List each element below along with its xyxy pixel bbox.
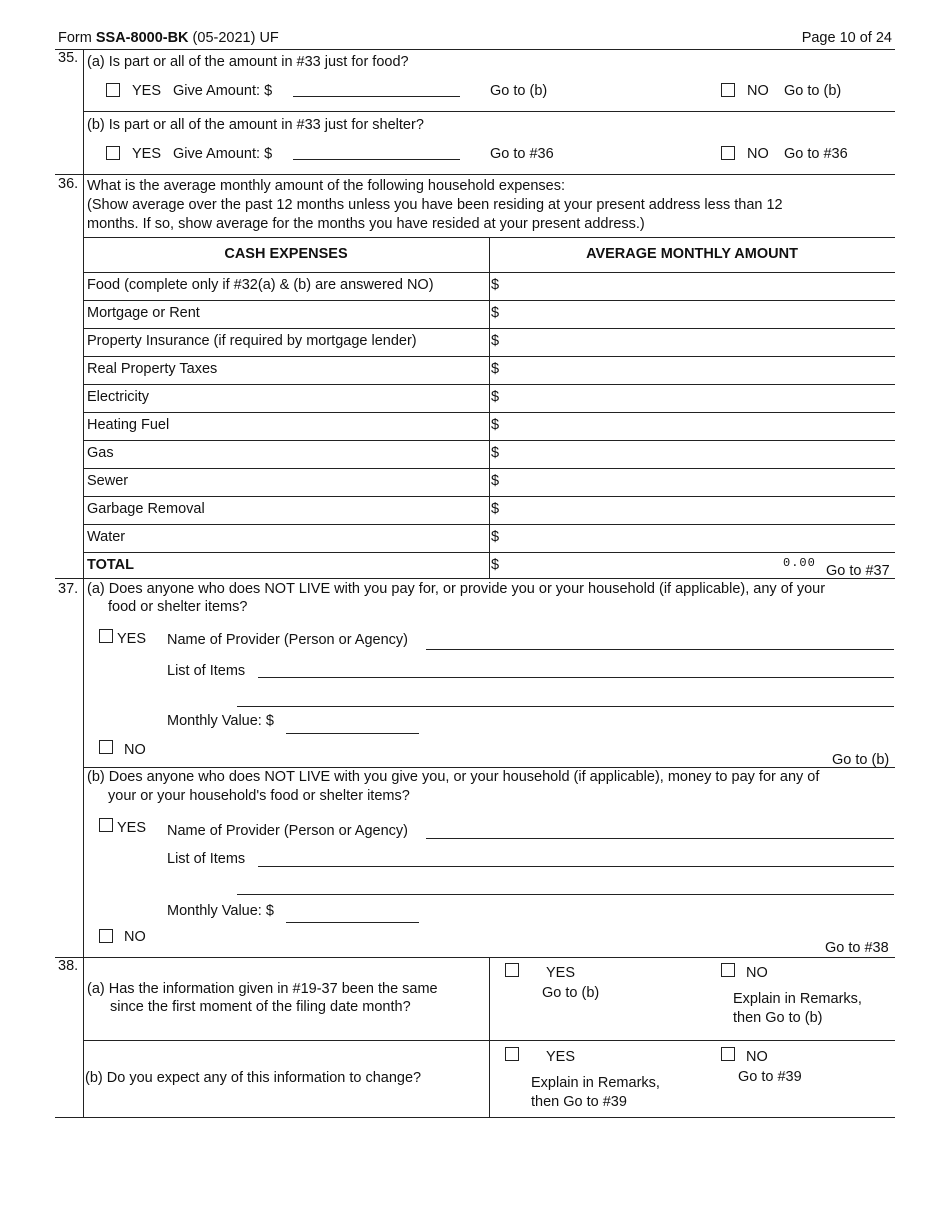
q35a-amount-field[interactable] [293,96,460,97]
q37a-items-field-1[interactable] [258,677,894,678]
q37b-question-line2: your or your household's food or shelter items? [108,788,410,804]
q38b-yes-checkbox[interactable] [505,1047,519,1061]
q35b-no-goto: Go to #36 [784,146,848,162]
q37a-no-label: NO [124,742,146,758]
q35a-no-goto: Go to (b) [784,83,842,99]
q37a-provider-label: Name of Provider (Person or Agency) [167,632,408,648]
q37b-no-checkbox[interactable] [99,929,113,943]
q37b-provider-field[interactable] [426,838,894,839]
q37a-question-line1: (a) Does anyone who does NOT LIVE with you pay for, or provide you or your household (if applicable), any of your [87,581,826,597]
expense-row-label: Property Insurance (if required by mortgage lender) [87,333,417,349]
q37a-question-line2: food or shelter items? [108,599,248,615]
q36-question-line1: What is the average monthly amount of the following household expenses: [87,178,565,194]
expense-row-label: Sewer [87,473,129,489]
average-monthly-amount-header: AVERAGE MONTHLY AMOUNT [586,246,798,262]
q38a-yes-goto: Go to (b) [542,985,600,1001]
q38b-yes-label: YES [546,1049,576,1065]
expense-row-rule [83,524,895,525]
expense-row-rule [83,356,895,357]
q35a-no-label: NO [747,83,769,99]
q38b-yes-goto-line1: Explain in Remarks, [531,1075,660,1091]
q35b-yes-checkbox[interactable] [106,146,120,160]
q35a-yes-checkbox[interactable] [106,83,120,97]
q37a-provider-field[interactable] [426,649,894,650]
expense-total-value[interactable]: 0.00 [783,556,816,570]
q37b-goto: Go to #38 [825,940,889,956]
q38a-no-checkbox[interactable] [721,963,735,977]
q38a-yes-label: YES [546,965,576,981]
form-revision: (05-2021) UF [188,30,279,46]
expense-row-rule [83,412,895,413]
rule-35a-35b [83,111,895,112]
q37-number: 37. [58,581,79,597]
expense-table-divider [489,237,490,578]
expense-row-label: Electricity [87,389,150,405]
rule-37-38 [55,957,895,958]
q38b-question: (b) Do you expect any of this information to change? [85,1070,422,1086]
expense-total-goto: Go to #37 [826,563,890,579]
q37b-yes-label: YES [117,820,147,836]
expense-row-label: Mortgage or Rent [87,305,200,321]
cash-expenses-header: CASH EXPENSES [224,246,348,262]
q37a-yes-checkbox[interactable] [99,629,113,643]
q35a-question: (a) Is part or all of the amount in #33 just for food? [87,54,409,70]
q37a-items-field-2[interactable] [237,706,894,707]
q37a-goto: Go to (b) [832,752,890,768]
q38b-no-goto: Go to #39 [738,1069,802,1085]
q35b-question: (b) Is part or all of the amount in #33 just for shelter? [87,117,424,133]
q38-divider [489,957,490,1117]
q35b-yes-goto: Go to #36 [490,146,554,162]
q36-question-line2: (Show average over the past 12 months unless you have been residing at your present address less than 12 [87,197,783,213]
q37a-no-checkbox[interactable] [99,740,113,754]
expense-row-amount-field[interactable]: $ [491,417,500,433]
expense-row-label: Gas [87,445,114,461]
q37a-monthly-value-field[interactable] [286,733,419,734]
q36-number: 36. [58,176,79,192]
q38-number: 38. [58,958,79,974]
expense-row-amount-field[interactable]: $ [491,529,500,545]
q37b-monthly-value-field[interactable] [286,922,419,923]
q35b-no-checkbox[interactable] [721,146,735,160]
expense-total-currency: $ [491,557,500,573]
q38b-no-label: NO [746,1049,768,1065]
form-prefix: Form [58,30,96,46]
rule-top [55,49,895,50]
form-title [58,30,279,46]
q35a-give-amount-label: Give Amount: $ [173,83,273,99]
q35a-yes-goto: Go to (b) [490,83,548,99]
expense-total-label: TOTAL [87,557,134,573]
expense-row-rule [83,552,895,553]
q38a-question-line2: since the first moment of the filing date month? [110,999,411,1015]
q37b-no-label: NO [124,929,146,945]
q37b-yes-checkbox[interactable] [99,818,113,832]
expense-row-rule [83,328,895,329]
q37a-yes-label: YES [117,631,147,647]
expense-row-rule [83,384,895,385]
rule-38a-38b [83,1040,895,1041]
page-number: Page 10 of 24 [801,30,892,46]
q37b-provider-label: Name of Provider (Person or Agency) [167,823,408,839]
expense-row-amount-field[interactable]: $ [491,305,500,321]
q35b-amount-field[interactable] [293,159,460,160]
expense-row-rule [83,496,895,497]
rule-36-37 [55,578,895,579]
expense-row-label: Food (complete only if #32(a) & (b) are answered NO) [87,277,434,293]
q37b-items-label: List of Items [167,851,246,867]
q35b-give-amount-label: Give Amount: $ [173,146,273,162]
expense-row-label: Water [87,529,126,545]
q35a-no-checkbox[interactable] [721,83,735,97]
expense-row-label: Real Property Taxes [87,361,218,377]
q37b-monthly-value-label: Monthly Value: $ [167,903,274,919]
expense-row-amount-field[interactable]: $ [491,277,500,293]
form-number: SSA-8000-BK [95,30,189,46]
q38a-no-label: NO [746,965,768,981]
expense-row-amount-field[interactable]: $ [491,473,500,489]
q37a-items-label: List of Items [167,663,246,679]
expense-row-amount-field[interactable]: $ [491,501,500,517]
expense-header-rule [83,272,895,273]
expense-row-amount-field[interactable]: $ [491,445,500,461]
q35a-yes-label: YES [132,83,162,99]
expense-row-amount-field[interactable]: $ [491,389,500,405]
q38a-no-goto-line1: Explain in Remarks, [733,991,862,1007]
expense-row-amount-field[interactable]: $ [491,361,500,377]
q35b-yes-label: YES [132,146,162,162]
q37b-items-field-2[interactable] [237,894,894,895]
q35-number: 35. [58,50,79,66]
q38a-question-line1: (a) Has the information given in #19-37 been the same [87,981,438,997]
q36-question-line3: months. If so, show average for the months you have resided at your present address.) [87,216,645,232]
expense-row-rule [83,468,895,469]
q38a-no-goto-line2: then Go to (b) [733,1010,823,1026]
expense-row-label: Heating Fuel [87,417,170,433]
q35b-no-label: NO [747,146,769,162]
expense-row-amount-field[interactable]: $ [491,333,500,349]
expense-row-rule [83,300,895,301]
q37a-monthly-value-label: Monthly Value: $ [167,713,274,729]
q38a-yes-checkbox[interactable] [505,963,519,977]
expense-row-rule [83,440,895,441]
q37b-question-line1: (b) Does anyone who does NOT LIVE with you give you, or your household (if applicable), money to pay for any of [87,769,820,785]
rule-35-36 [55,174,895,175]
rule-37a-37b [83,767,895,768]
q38b-no-checkbox[interactable] [721,1047,735,1061]
expense-row-label: Garbage Removal [87,501,205,517]
rule-bottom [55,1117,895,1118]
q37b-items-field-1[interactable] [258,866,894,867]
q38b-yes-goto-line2: then Go to #39 [531,1094,627,1110]
